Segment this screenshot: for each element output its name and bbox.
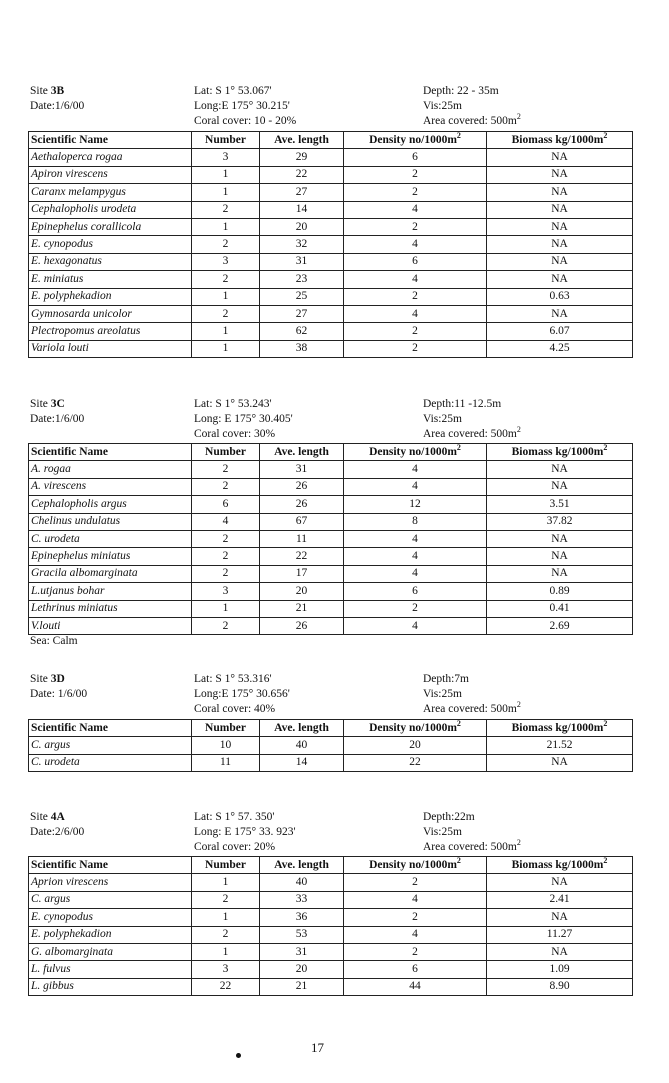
number-cell: 6 xyxy=(192,496,260,513)
density-cell: 2 xyxy=(344,909,487,926)
biomass-cell: NA xyxy=(487,184,633,201)
area-text: Area covered: 500m xyxy=(423,841,517,853)
biomass-cell: NA xyxy=(487,909,633,926)
site-coral-cover: Coral cover: 10 - 20% xyxy=(194,115,297,127)
number-cell: 3 xyxy=(192,961,260,978)
col-number-label: Number xyxy=(205,445,246,458)
number-cell: 1 xyxy=(192,909,260,926)
biomass-cell: NA xyxy=(487,943,633,960)
length-cell: 31 xyxy=(260,253,344,270)
density-cell: 2 xyxy=(344,323,487,340)
site-prefix: Site xyxy=(30,398,51,410)
table-row xyxy=(29,201,633,218)
length-cell: 33 xyxy=(260,891,344,908)
biomass-cell: NA xyxy=(487,478,633,495)
density-cell: 12 xyxy=(344,496,487,513)
length-cell: 62 xyxy=(260,323,344,340)
site-code: 3D xyxy=(50,673,65,685)
length-cell: 21 xyxy=(260,600,344,617)
biomass-cell: NA xyxy=(487,236,633,253)
col-density-label: Density no/1000m xyxy=(369,721,457,734)
table-row xyxy=(29,288,633,305)
col-biomass-label: Biomass kg/1000m xyxy=(511,445,604,458)
biomass-cell: NA xyxy=(487,874,633,891)
biomass-cell: NA xyxy=(487,253,633,270)
site-coral-cover: Coral cover: 40% xyxy=(194,703,276,715)
col-scientific-name xyxy=(29,720,192,737)
col-biomass-superscript: 2 xyxy=(603,856,608,865)
number-cell: 2 xyxy=(192,236,260,253)
site-date: Date: 1/6/00 xyxy=(30,688,88,700)
density-cell: 2 xyxy=(344,288,487,305)
species-name: Cephalopholis urodeta xyxy=(29,201,192,218)
table-header-row xyxy=(29,720,633,737)
length-cell: 26 xyxy=(260,478,344,495)
density-cell: 6 xyxy=(344,583,487,600)
length-cell: 31 xyxy=(260,461,344,478)
col-density xyxy=(344,444,487,461)
table-row xyxy=(29,340,633,357)
col-density xyxy=(344,720,487,737)
table-row xyxy=(29,548,633,565)
table-row xyxy=(29,496,633,513)
col-biomass-label: Biomass kg/1000m xyxy=(511,858,604,871)
number-cell: 3 xyxy=(192,253,260,270)
length-cell: 36 xyxy=(260,909,344,926)
density-cell: 4 xyxy=(344,236,487,253)
length-cell: 14 xyxy=(260,754,344,771)
biomass-cell: 0.89 xyxy=(487,583,633,600)
biomass-cell: 2.41 xyxy=(487,891,633,908)
table-row xyxy=(29,961,633,978)
biomass-cell: NA xyxy=(487,166,633,183)
site-area-covered xyxy=(423,114,521,129)
col-density-label: Density no/1000m xyxy=(369,858,457,871)
length-cell: 40 xyxy=(260,737,344,754)
number-cell: 3 xyxy=(192,149,260,166)
number-cell: 1 xyxy=(192,874,260,891)
density-cell: 4 xyxy=(344,891,487,908)
density-cell: 4 xyxy=(344,271,487,288)
density-cell: 4 xyxy=(344,478,487,495)
area-text: Area covered: 500m xyxy=(423,703,517,715)
density-cell: 2 xyxy=(344,943,487,960)
density-cell: 4 xyxy=(344,548,487,565)
species-name: E. polyphekadion xyxy=(29,288,192,305)
col-density xyxy=(344,132,487,149)
table-row xyxy=(29,874,633,891)
length-cell: 21 xyxy=(260,978,344,995)
density-cell: 6 xyxy=(344,961,487,978)
table-row xyxy=(29,600,633,617)
table-row xyxy=(29,754,633,771)
site-longitude: Long:E 175° 30.215' xyxy=(194,100,290,112)
length-cell: 32 xyxy=(260,236,344,253)
site-visibility: Vis:25m xyxy=(423,413,462,425)
site-depth: Depth:7m xyxy=(423,673,469,685)
length-cell: 26 xyxy=(260,496,344,513)
col-scientific-name-label: Scientific Name xyxy=(31,721,108,734)
table-row xyxy=(29,253,633,270)
species-name: E. cynopodus xyxy=(29,236,192,253)
length-cell: 22 xyxy=(260,548,344,565)
site-latitude: Lat: S 1° 53.316' xyxy=(194,673,272,685)
col-biomass-superscript: 2 xyxy=(603,443,608,452)
col-ave-length xyxy=(260,720,344,737)
table-row xyxy=(29,236,633,253)
site-coral-cover: Coral cover: 30% xyxy=(194,428,276,440)
col-biomass-label: Biomass kg/1000m xyxy=(511,133,604,146)
biomass-cell: 4.25 xyxy=(487,340,633,357)
number-cell: 2 xyxy=(192,271,260,288)
species-table xyxy=(28,131,633,358)
site-area-covered xyxy=(423,427,521,442)
table-row xyxy=(29,149,633,166)
density-cell: 4 xyxy=(344,201,487,218)
density-cell: 4 xyxy=(344,926,487,943)
biomass-cell: NA xyxy=(487,149,633,166)
species-name: Cephalopholis argus xyxy=(29,496,192,513)
number-cell: 2 xyxy=(192,461,260,478)
biomass-cell: 2.69 xyxy=(487,617,633,634)
number-cell: 2 xyxy=(192,565,260,582)
number-cell: 2 xyxy=(192,617,260,634)
length-cell: 20 xyxy=(260,961,344,978)
species-name: E. miniatus xyxy=(29,271,192,288)
table-row xyxy=(29,218,633,235)
number-cell: 3 xyxy=(192,583,260,600)
table-row xyxy=(29,891,633,908)
number-cell: 1 xyxy=(192,600,260,617)
density-cell: 4 xyxy=(344,565,487,582)
density-cell: 4 xyxy=(344,305,487,322)
site-area-covered xyxy=(423,702,521,717)
col-scientific-name xyxy=(29,132,192,149)
sea-condition-note: Sea: Calm xyxy=(30,635,78,648)
site-area-covered xyxy=(423,840,521,855)
biomass-cell: 0.63 xyxy=(487,288,633,305)
length-cell: 22 xyxy=(260,166,344,183)
area-superscript: 2 xyxy=(516,700,521,710)
number-cell: 10 xyxy=(192,737,260,754)
species-name: A. rogaa xyxy=(29,461,192,478)
col-number-label: Number xyxy=(205,721,246,734)
density-cell: 8 xyxy=(344,513,487,530)
biomass-cell: 0.41 xyxy=(487,600,633,617)
length-cell: 23 xyxy=(260,271,344,288)
density-cell: 2 xyxy=(344,600,487,617)
species-name: Plectropomus areolatus xyxy=(29,323,192,340)
biomass-cell: NA xyxy=(487,754,633,771)
species-name: L. gibbus xyxy=(29,978,192,995)
site-latitude: Lat: S 1° 53.243' xyxy=(194,398,272,410)
number-cell: 1 xyxy=(192,288,260,305)
site-prefix: Site xyxy=(30,673,51,685)
table-row xyxy=(29,513,633,530)
table-row xyxy=(29,978,633,995)
col-biomass xyxy=(487,857,633,874)
number-cell: 1 xyxy=(192,943,260,960)
col-ave-length-label: Ave. length xyxy=(274,721,329,734)
density-cell: 2 xyxy=(344,184,487,201)
length-cell: 67 xyxy=(260,513,344,530)
length-cell: 27 xyxy=(260,305,344,322)
species-name: Aethaloperca rogaa xyxy=(29,149,192,166)
area-superscript: 2 xyxy=(516,425,521,435)
length-cell: 20 xyxy=(260,583,344,600)
area-superscript: 2 xyxy=(516,838,521,848)
col-number xyxy=(192,444,260,461)
number-cell: 1 xyxy=(192,166,260,183)
biomass-cell: NA xyxy=(487,201,633,218)
density-cell: 2 xyxy=(344,218,487,235)
table-row xyxy=(29,943,633,960)
table-row xyxy=(29,617,633,634)
species-name: Variola louti xyxy=(29,340,192,357)
area-superscript: 2 xyxy=(516,112,521,122)
species-table xyxy=(28,443,633,635)
biomass-cell: 3.51 xyxy=(487,496,633,513)
site-date: Date:2/6/00 xyxy=(30,826,85,838)
col-biomass-label: Biomass kg/1000m xyxy=(511,721,604,734)
col-number xyxy=(192,132,260,149)
number-cell: 1 xyxy=(192,323,260,340)
species-table xyxy=(28,719,633,772)
site-label xyxy=(30,397,65,412)
biomass-cell: 21.52 xyxy=(487,737,633,754)
col-biomass xyxy=(487,720,633,737)
table-row xyxy=(29,565,633,582)
length-cell: 38 xyxy=(260,340,344,357)
table-header-row xyxy=(29,444,633,461)
site-prefix: Site xyxy=(30,811,51,823)
col-number xyxy=(192,720,260,737)
site-label xyxy=(30,810,65,825)
number-cell: 22 xyxy=(192,978,260,995)
col-ave-length xyxy=(260,857,344,874)
density-cell: 2 xyxy=(344,340,487,357)
length-cell: 17 xyxy=(260,565,344,582)
col-ave-length xyxy=(260,444,344,461)
col-density-superscript: 2 xyxy=(456,856,461,865)
species-name: E. hexagonatus xyxy=(29,253,192,270)
biomass-cell: NA xyxy=(487,461,633,478)
number-cell: 2 xyxy=(192,201,260,218)
species-name: C. argus xyxy=(29,891,192,908)
species-name: Epinephelus corallicola xyxy=(29,218,192,235)
number-cell: 1 xyxy=(192,218,260,235)
length-cell: 25 xyxy=(260,288,344,305)
species-name: Caranx melampygus xyxy=(29,184,192,201)
biomass-cell: NA xyxy=(487,530,633,547)
species-name: E. polyphekadion xyxy=(29,926,192,943)
site-code: 4A xyxy=(50,811,65,823)
species-name: Apiron virescens xyxy=(29,166,192,183)
number-cell: 2 xyxy=(192,548,260,565)
species-name: L. fulvus xyxy=(29,961,192,978)
density-cell: 4 xyxy=(344,617,487,634)
page-number: 17 xyxy=(311,1040,324,1055)
site-date: Date:1/6/00 xyxy=(30,100,85,112)
site-code: 3B xyxy=(50,85,65,97)
table-row xyxy=(29,305,633,322)
col-biomass-superscript: 2 xyxy=(603,719,608,728)
number-cell: 2 xyxy=(192,891,260,908)
col-ave-length xyxy=(260,132,344,149)
number-cell: 2 xyxy=(192,926,260,943)
density-cell: 6 xyxy=(344,149,487,166)
area-text: Area covered: 500m xyxy=(423,115,517,127)
col-biomass xyxy=(487,132,633,149)
number-cell: 2 xyxy=(192,478,260,495)
number-cell: 2 xyxy=(192,305,260,322)
col-scientific-name xyxy=(29,857,192,874)
density-cell: 4 xyxy=(344,461,487,478)
table-row xyxy=(29,926,633,943)
table-row xyxy=(29,737,633,754)
site-visibility: Vis:25m xyxy=(423,100,462,112)
length-cell: 26 xyxy=(260,617,344,634)
number-cell: 4 xyxy=(192,513,260,530)
col-ave-length-label: Ave. length xyxy=(274,858,329,871)
table-row xyxy=(29,166,633,183)
length-cell: 20 xyxy=(260,218,344,235)
col-number-label: Number xyxy=(205,858,246,871)
table-row xyxy=(29,271,633,288)
biomass-cell: 37.82 xyxy=(487,513,633,530)
site-code: 3C xyxy=(50,398,65,410)
species-name: Gracila albomarginata xyxy=(29,565,192,582)
species-name: Epinephelus miniatus xyxy=(29,548,192,565)
density-cell: 20 xyxy=(344,737,487,754)
site-longitude: Long:E 175° 30.656' xyxy=(194,688,290,700)
site-depth: Depth: 22 - 35m xyxy=(423,85,499,97)
species-name: V.louti xyxy=(29,617,192,634)
col-number-label: Number xyxy=(205,133,246,146)
number-cell: 2 xyxy=(192,530,260,547)
biomass-cell: 11.27 xyxy=(487,926,633,943)
col-scientific-name-label: Scientific Name xyxy=(31,858,108,871)
col-biomass-superscript: 2 xyxy=(603,131,608,140)
site-label xyxy=(30,672,65,687)
site-label xyxy=(30,84,64,99)
site-coral-cover: Coral cover: 20% xyxy=(194,841,276,853)
species-name: Aprion virescens xyxy=(29,874,192,891)
length-cell: 31 xyxy=(260,943,344,960)
col-density-superscript: 2 xyxy=(456,719,461,728)
col-density-label: Density no/1000m xyxy=(369,133,457,146)
species-name: C. urodeta xyxy=(29,754,192,771)
number-cell: 1 xyxy=(192,340,260,357)
table-row xyxy=(29,909,633,926)
site-longitude: Long: E 175° 33. 923' xyxy=(194,826,296,838)
density-cell: 2 xyxy=(344,166,487,183)
col-density-label: Density no/1000m xyxy=(369,445,457,458)
col-biomass xyxy=(487,444,633,461)
bullet-mark xyxy=(236,1053,241,1058)
col-scientific-name-label: Scientific Name xyxy=(31,445,108,458)
biomass-cell: NA xyxy=(487,565,633,582)
col-density-superscript: 2 xyxy=(456,131,461,140)
length-cell: 27 xyxy=(260,184,344,201)
length-cell: 14 xyxy=(260,201,344,218)
biomass-cell: NA xyxy=(487,218,633,235)
density-cell: 22 xyxy=(344,754,487,771)
area-text: Area covered: 500m xyxy=(423,428,517,440)
species-name: Lethrinus miniatus xyxy=(29,600,192,617)
table-header-row xyxy=(29,857,633,874)
site-latitude: Lat: S 1° 53.067' xyxy=(194,85,272,97)
species-name: C. urodeta xyxy=(29,530,192,547)
species-name: Gymnosarda unicolor xyxy=(29,305,192,322)
length-cell: 53 xyxy=(260,926,344,943)
site-date: Date:1/6/00 xyxy=(30,413,85,425)
species-name: Chelinus undulatus xyxy=(29,513,192,530)
species-name: E. cynopodus xyxy=(29,909,192,926)
site-visibility: Vis:25m xyxy=(423,688,462,700)
biomass-cell: NA xyxy=(487,305,633,322)
species-name: L.utjanus bohar xyxy=(29,583,192,600)
species-table xyxy=(28,856,633,996)
site-visibility: Vis:25m xyxy=(423,826,462,838)
table-row xyxy=(29,530,633,547)
table-row xyxy=(29,323,633,340)
species-name: G. albomarginata xyxy=(29,943,192,960)
col-ave-length-label: Ave. length xyxy=(274,445,329,458)
biomass-cell: NA xyxy=(487,271,633,288)
col-ave-length-label: Ave. length xyxy=(274,133,329,146)
species-name: A. virescens xyxy=(29,478,192,495)
biomass-cell: 1.09 xyxy=(487,961,633,978)
table-header-row xyxy=(29,132,633,149)
density-cell: 2 xyxy=(344,874,487,891)
biomass-cell: 6.07 xyxy=(487,323,633,340)
length-cell: 40 xyxy=(260,874,344,891)
number-cell: 1 xyxy=(192,184,260,201)
density-cell: 44 xyxy=(344,978,487,995)
density-cell: 6 xyxy=(344,253,487,270)
col-scientific-name xyxy=(29,444,192,461)
site-depth: Depth:22m xyxy=(423,811,475,823)
length-cell: 11 xyxy=(260,530,344,547)
table-row xyxy=(29,478,633,495)
table-row xyxy=(29,461,633,478)
site-longitude: Long: E 175° 30.405' xyxy=(194,413,293,425)
density-cell: 4 xyxy=(344,530,487,547)
biomass-cell: NA xyxy=(487,548,633,565)
site-prefix: Site xyxy=(30,85,51,97)
biomass-cell: 8.90 xyxy=(487,978,633,995)
species-name: C. argus xyxy=(29,737,192,754)
col-number xyxy=(192,857,260,874)
table-row xyxy=(29,583,633,600)
col-density-superscript: 2 xyxy=(456,443,461,452)
table-row xyxy=(29,184,633,201)
site-depth: Depth:11 -12.5m xyxy=(423,398,502,410)
length-cell: 29 xyxy=(260,149,344,166)
site-latitude: Lat: S 1° 57. 350' xyxy=(194,811,275,823)
col-scientific-name-label: Scientific Name xyxy=(31,133,108,146)
number-cell: 11 xyxy=(192,754,260,771)
col-density xyxy=(344,857,487,874)
